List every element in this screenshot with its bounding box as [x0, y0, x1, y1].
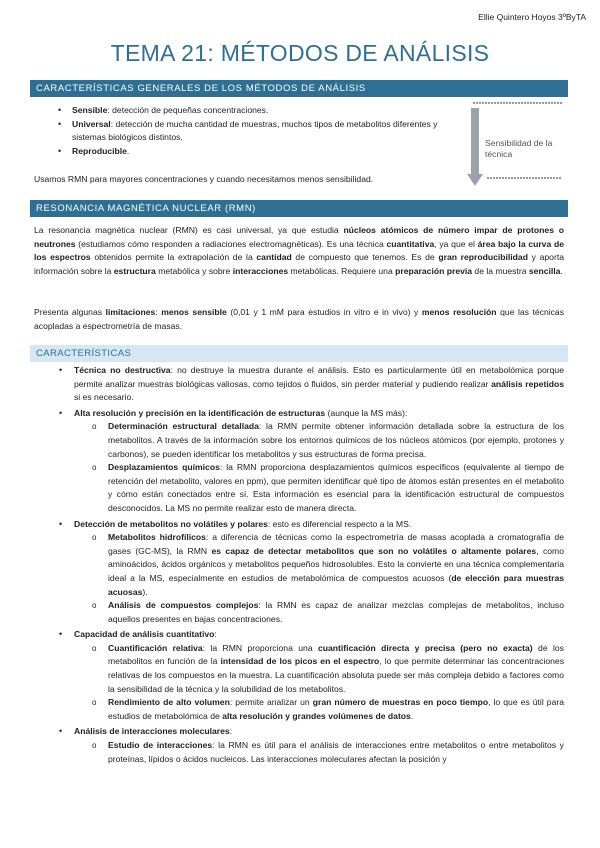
- list-item: • Técnica no destructiva: no destruye la muestra durante el análisis. Esto es particularmente útil en metabolómica porque permite analizar muestras biológicas valiosas, como tejidos o fluidos, sin perder material y pudiendo realizar análisis repetidos si es necesario.: [74, 364, 564, 405]
- list-item: • Análisis de interacciones moleculares: o Estudio de interacciones: la RMN es útil para el análisis de interacciones entre metabolitos o entre metabolitos y proteínas, lípidos o ácidos nucleicos. Las interacciones moleculares afectan la posición y: [74, 725, 564, 766]
- characteristics-list: [74, 364, 564, 768]
- list-item: • Detección de metabolitos no volátiles y polares: esto es diferencial respecto a la MS. o Metabolitos hidrofílicos: a diferencia de técnicas como la espectrometría de masas acoplada a cromatografía de gases (GC-MS), la RMN es capaz de detectar metabolitos que son no volátiles o altamente polares, como aminoácidos, ácidos orgánicos y metabolitos pequeños hidrosolubles. Esto la convierte en una técnica complementaria ideal a la MS, especialmente en estudios de metabolómica de compuestos acuosos (de elección para muestras acuosas). o Análisis de compuestos complejos: la RMN es capaz de analizar mezclas complejas de metabolitos, incluso aquellos presentes en bajas concentraciones.: [74, 518, 564, 627]
- rmn-paragraph: La resonancia magnética nuclear (RMN) es casi universal, ya que estudia núcleos atómicos de número impar de protones o neutrones (estudiamos cómo responden a radiaciones electromagnéticas). Es una técnica cuantitativa, ya que el área bajo la curva de los espectros obtenidos permite la extrapolación de la cantidad de compuesto que tenemos. Es de gran reproducibilidad y aporta información sobre la estructura metabólica y sobre interacciones metabólicas. Requiere una preparación previa de la muestra sencilla.: [34, 225, 564, 276]
- general-features-list: [58, 104, 463, 158]
- author-name: Ellie Quintero Hoyos 3ºByTA: [478, 12, 586, 22]
- rmn-usage-note: Usamos RMN para mayores concentraciones y cuando necesitamos menos sensibilidad.: [34, 174, 374, 184]
- section-heading-characteristics: CARACTERÍSTICAS: [30, 345, 568, 362]
- list-item: o Rendimiento de alto volumen: permite analizar un gran número de muestras en poco tiempo, lo que es útil para estudios de metabolómica de alta resolución y grandes volúmenes de datos.: [74, 696, 564, 723]
- sensitivity-label: Sensibilidad de la técnica: [485, 138, 553, 159]
- page-title: TEMA 21: MÉTODOS DE ANÁLISIS: [110, 40, 490, 66]
- list-item: • Reproducible.: [58, 145, 463, 159]
- list-item: o Determinación estructural detallada: la RMN permite obtener información detallada sobre la estructura de los metabolitos. A través de la información sobre los entornos químicos de los núcleos atómicos (por ejemplo, protones y carbonos), se pueden identificar los metabolitos y sus estructuras de forma precisa.: [74, 420, 564, 461]
- list-item: o Desplazamientos químicos: la RMN proporciona desplazamientos químicos específicos (equivalente al tiempo de retención del metabolito, valores en ppm), que permiten identificar qué tipo de átomos están presentes en el metabolito y cómo están conectados entre sí. Esta información es esencial para la identificación estructural de compuestos desconocidos. La MS no permite realizar esto de manera directa.: [74, 461, 564, 515]
- section-heading-rmn: RESONANCIA MAGNÉTICA NUCLEAR (RMN): [30, 200, 568, 217]
- list-item: • Capacidad de análisis cuantitativo: o Cuantificación relativa: la RMN proporciona una cuantificación directa y precisa (pero no exacta) de los metabolitos en función de la intensidad de los picos en el espectro, lo que permite determinar las concentraciones relativas de los compuestos en la muestra. La cuantificación absoluta puede ser más compleja debido a factores como la sensibilidad de la técnica y la solubilidad de los metabolitos. o Rendimiento de alto volumen: permite analizar un gran número de muestras en poco tiempo, lo que es útil para estudios de metabolómica de alta resolución y grandes volúmenes de datos.: [74, 628, 564, 723]
- section-heading-general: CARACTERÍSTICAS GENERALES DE LOS MÉTODOS DE ANÁLISIS: [30, 80, 568, 97]
- list-item: o Cuantificación relativa: la RMN proporciona una cuantificación directa y precisa (pero no exacta) de los metabolitos en función de la intensidad de los picos en el espectro, lo que permite determinar las concentraciones relativas de los compuestos en la muestra. La cuantificación absoluta puede ser más compleja debido a factores como la sensibilidad de la técnica y la solubilidad de los metabolitos.: [74, 642, 564, 696]
- list-item: o Análisis de compuestos complejos: la RMN es capaz de analizar mezclas complejas de metabolitos, incluso aquellos presentes en bajas concentraciones.: [74, 599, 564, 626]
- limitations-paragraph: Presenta algunas limitaciones: menos sensible (0,01 y 1 mM para estudios in vitro e in vivo) y menos resolución que las técnicas acopladas a espectrometría de masas.: [34, 307, 565, 331]
- sensitivity-arrow: [467, 100, 567, 190]
- list-item: o Estudio de interacciones: la RMN es útil para el análisis de interacciones entre metabolitos o entre metabolitos y proteínas, lípidos o ácidos nucleicos. Las interacciones moleculares afectan la posición y: [74, 739, 564, 766]
- list-item: • Sensible: detección de pequeñas concentraciones.: [58, 104, 463, 118]
- list-item: o Metabolitos hidrofílicos: a diferencia de técnicas como la espectrometría de masas acoplada a cromatografía de gases (GC-MS), la RMN es capaz de detectar metabolitos que son no volátiles o altamente polares, como aminoácidos, ácidos orgánicos y metabolitos pequeños hidrosolubles. Esto la convierte en una técnica complementaria ideal a la MS, especialmente en estudios de metabolómica de compuestos acuosos (de elección para muestras acuosas).: [74, 531, 564, 599]
- list-item: • Universal: detección de mucha cantidad de muestras, muchos tipos de metabolitos diferentes y sistemas biológicos distintos.: [58, 118, 463, 145]
- list-item: • Alta resolución y precisión en la identificación de estructuras (aunque la MS más): o Determinación estructural detallada: la RMN permite obtener información detallada sobre la estructura de los metabolitos. A través de la información sobre los entornos químicos de los núcleos atómicos (por ejemplo, protones y carbonos), se pueden identificar los metabolitos y sus estructuras de forma precisa. o Desplazamientos químicos: la RMN proporciona desplazamientos químicos específicos (equivalente al tiempo de retención del metabolito, valores en ppm), que permiten identificar qué tipo de átomos están presentes en el metabolito y cómo están conectados entre sí. Esta información es esencial para la identificación estructural de compuestos desconocidos. La MS no permite realizar esto de manera directa.: [74, 407, 564, 516]
